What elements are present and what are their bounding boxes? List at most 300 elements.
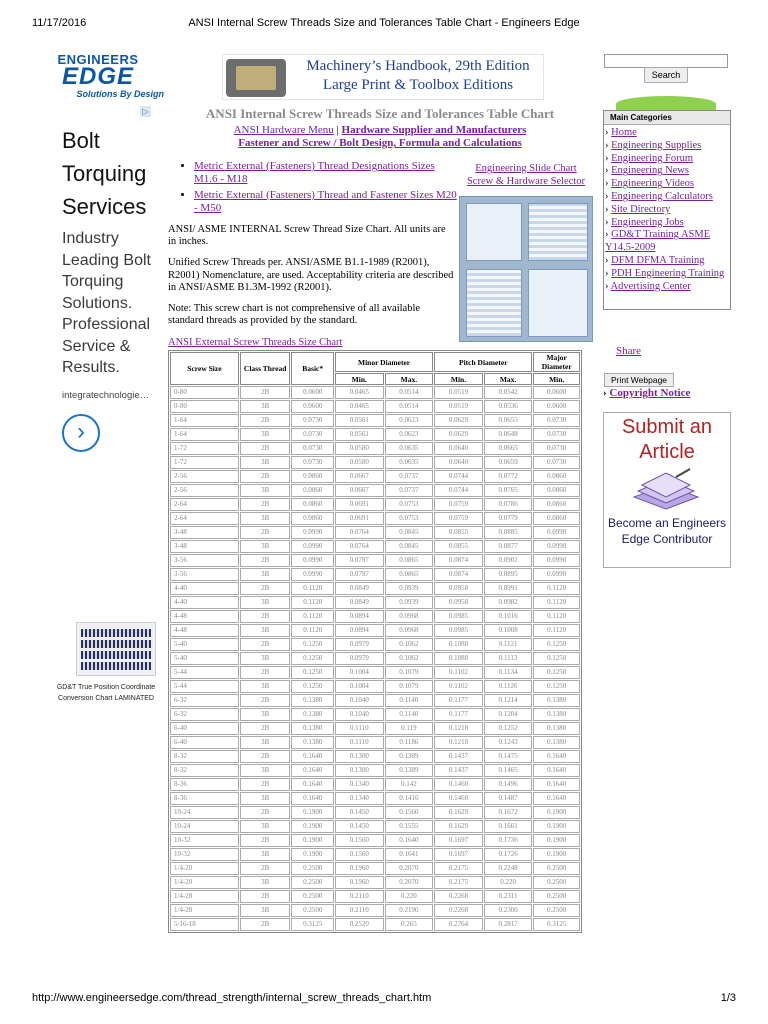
table-cell: 0.1380 [533, 694, 580, 707]
table-cell: 0.1640 [533, 778, 580, 791]
table-cell: 0.1300 [335, 750, 384, 763]
sidebar-item: › Site Directory [605, 203, 671, 215]
machinerys-handbook-banner[interactable] [222, 54, 544, 100]
table-cell: 0.0797 [335, 568, 384, 581]
category-link[interactable]: Engineering Videos [611, 178, 694, 190]
table-cell: 0.1460 [434, 792, 483, 805]
table-cell: 5/16-18 [170, 918, 239, 931]
table-cell: 0.0737 [385, 484, 434, 497]
table-cell: 0.2175 [434, 862, 483, 875]
print-footer [0, 988, 768, 1018]
table-cell: 2B [240, 498, 291, 511]
table-cell: 0.0849 [335, 582, 384, 595]
table-cell: 3B [240, 820, 291, 833]
description [168, 224, 456, 336]
table-cell: 0.0730 [533, 428, 580, 441]
nav-separator: | [333, 124, 342, 136]
metric-thread-designations-link[interactable]: Metric External (Fasteners) Thread Designations Sizes M1.6 - M18 [194, 160, 435, 185]
ad-domain[interactable]: integratechnologie… [62, 390, 150, 401]
table-cell: 0.1252 [484, 722, 533, 735]
table-cell: 3B [240, 792, 291, 805]
table-row [170, 470, 580, 483]
table-cell: 0.0519 [434, 386, 483, 399]
table-cell: 0.0635 [385, 456, 434, 469]
fastener-design-link[interactable]: Fastener and Screw / Bolt Design, Formula and Calculations [238, 137, 522, 149]
table-cell: 0.0759 [434, 498, 483, 511]
table-cell: 0.1113 [484, 652, 533, 665]
table-row [170, 582, 580, 595]
table-cell: 0.0797 [335, 554, 384, 567]
table-cell: 0.0764 [335, 540, 384, 553]
table-cell: 0.1062 [385, 638, 434, 651]
table-cell: 0.1640 [533, 750, 580, 763]
table-row [170, 848, 580, 861]
table-cell: 1-72 [170, 442, 239, 455]
table-cell: 3-48 [170, 540, 239, 553]
table-cell: 0.2500 [533, 862, 580, 875]
slide-chart-link[interactable]: Engineering Slide Chart [475, 163, 577, 174]
gdt-chart-row [81, 651, 151, 659]
table-cell: 0.1120 [533, 624, 580, 637]
table-cell: 2B [240, 722, 291, 735]
table-cell: 0.0860 [291, 498, 334, 511]
table-cell: 6-40 [170, 736, 239, 749]
table-cell: 1/4-20 [170, 862, 239, 875]
sidebar-item: › DFM DFMA Training [605, 254, 705, 266]
col-screw-size: Screw Size [170, 352, 239, 385]
col-minor-diameter: Minor Diameter [335, 352, 433, 372]
table-cell: 0.0600 [533, 400, 580, 413]
category-link[interactable]: Engineering News [611, 165, 689, 177]
logo-tagline: Solutions By Design [76, 89, 164, 99]
table-row [170, 834, 580, 847]
table-cell: 0.1960 [335, 876, 384, 889]
print-url: http://www.engineersedge.com/thread_strength/internal_screw_threads_chart.htm [32, 992, 432, 1004]
table-cell: 0.1110 [335, 736, 384, 749]
table-row [170, 890, 580, 903]
category-link[interactable]: Engineering Jobs [611, 216, 684, 228]
table-cell: 0.1389 [385, 764, 434, 777]
col-major-min: Min. [533, 373, 580, 385]
ad-headline[interactable]: Bolt Torquing Services [62, 128, 147, 219]
table-cell: 0.1450 [335, 806, 384, 819]
table-cell: 0.1726 [484, 848, 533, 861]
table-cell: 0.1460 [434, 778, 483, 791]
table-cell: 3B [240, 400, 291, 413]
table-cell: 0.142 [385, 778, 434, 791]
category-link[interactable]: Engineering Forum [611, 152, 694, 164]
table-cell: 3B [240, 848, 291, 861]
table-cell: 0.0536 [484, 400, 533, 413]
table-cell: 0.0990 [291, 568, 334, 581]
submit-article-subtitle: Become an Engineers Edge Contributor [607, 516, 727, 546]
table-cell: 3B [240, 876, 291, 889]
table-cell: 0.1140 [385, 708, 434, 721]
table-row [170, 680, 580, 693]
table-cell: 0.119 [385, 722, 434, 735]
table-cell: 0.1243 [484, 736, 533, 749]
table-cell: 0.1250 [291, 666, 334, 679]
table-cell: 0.0885 [484, 526, 533, 539]
table-row [170, 498, 580, 511]
table-cell: 0.2175 [434, 876, 483, 889]
table-row [170, 512, 580, 525]
col-major-diameter: Major Diameter [533, 352, 580, 372]
table-cell: 0.1640 [291, 778, 334, 791]
table-cell: 0.1204 [484, 708, 533, 721]
description-paragraph: Note: This screw chart is not comprehensive of all available standard threads as provided by the standard. [168, 303, 421, 327]
table-row [170, 806, 580, 819]
table-cell: 0.2300 [484, 904, 533, 917]
table-cell: 0.1437 [434, 750, 483, 763]
table-cell: 3B [240, 540, 291, 553]
books-icon [626, 467, 706, 513]
print-page-number: 1/3 [720, 992, 736, 1004]
table-row [170, 708, 580, 721]
external-threads-chart-link[interactable]: ANSI External Screw Threads Size Chart [168, 337, 343, 348]
table-cell: 0.1697 [434, 834, 483, 847]
table-cell: 0.0772 [484, 470, 533, 483]
table-cell: 0.0737 [385, 470, 434, 483]
table-cell: 5-44 [170, 680, 239, 693]
table-cell: 3B [240, 652, 291, 665]
table-cell: 0.1250 [291, 680, 334, 693]
table-cell: 1-64 [170, 414, 239, 427]
category-link[interactable]: Advertising Center [610, 280, 691, 292]
table-cell: 0.0860 [291, 512, 334, 525]
slide-chart-links [458, 163, 594, 188]
table-cell: 3B [240, 764, 291, 777]
table-cell: 0.1008 [484, 624, 533, 637]
table-cell: 2B [240, 554, 291, 567]
table-row [170, 652, 580, 665]
table-cell: 0.2500 [533, 876, 580, 889]
category-link[interactable]: Engineering Supplies [611, 139, 702, 151]
table-cell: 0.1102 [434, 680, 483, 693]
table-cell: 0.0730 [533, 414, 580, 427]
table-cell: 2B [240, 918, 291, 931]
banner-line-2: Large Print & Toolbox Editions [322, 77, 514, 93]
table-cell: 2-64 [170, 498, 239, 511]
table-cell: 0.1177 [434, 708, 483, 721]
engineers-edge-logo[interactable] [52, 53, 164, 99]
print-date: 11/17/2016 [32, 17, 87, 29]
table-cell: 0.0640 [434, 456, 483, 469]
table-cell: 0.265 [385, 918, 434, 931]
table-cell: 0.0764 [335, 526, 384, 539]
thread-size-table [168, 350, 582, 933]
table-cell: 2B [240, 610, 291, 623]
table-cell: 0.0561 [335, 428, 384, 441]
table-cell: 0.0786 [484, 498, 533, 511]
table-cell: 3B [240, 428, 291, 441]
screw-selector-link[interactable]: Screw & Hardware Selector [466, 175, 586, 187]
table-cell: 0.0640 [434, 442, 483, 455]
table-cell: 0.0865 [385, 554, 434, 567]
table-cell: 0.0744 [434, 484, 483, 497]
table-cell: 0.1186 [385, 736, 434, 749]
table-cell: 6-40 [170, 722, 239, 735]
table-row [170, 876, 580, 889]
table-cell: 0.220 [484, 876, 533, 889]
metric-thread-fastener-sizes-link[interactable]: Metric External (Fasteners) Thread and Fastener Sizes M20 - M50 [194, 189, 457, 214]
submit-article-title: Submit an Article [621, 416, 713, 463]
top-nav-line-1 [180, 124, 580, 136]
table-cell: 1/4-20 [170, 876, 239, 889]
table-cell: 0.0874 [434, 554, 483, 567]
page-title: ANSI Internal Screw Threads Size and Tolerances Table Chart [205, 106, 555, 121]
col-pitch-diameter: Pitch Diameter [434, 352, 532, 372]
table-cell: 0.0990 [291, 526, 334, 539]
table-cell: 2B [240, 890, 291, 903]
table-cell: 0.1560 [335, 834, 384, 847]
table-cell: 8-36 [170, 792, 239, 805]
col-class-thread: Class Thread [240, 352, 291, 385]
table-cell: 3B [240, 736, 291, 749]
table-cell: 0.0895 [484, 568, 533, 581]
table-row [170, 540, 580, 553]
table-cell: 0.1016 [484, 610, 533, 623]
table-cell: 0.0600 [291, 386, 334, 399]
table-cell: 2B [240, 386, 291, 399]
table-cell: 0.0648 [484, 428, 533, 441]
table-cell: 0.2268 [434, 890, 483, 903]
table-cell: 0.1120 [533, 582, 580, 595]
table-cell: 6-32 [170, 708, 239, 721]
gdt-chart-image[interactable] [76, 622, 156, 676]
table-cell: 0.1640 [533, 792, 580, 805]
table-cell: 2B [240, 526, 291, 539]
ad-arrow-icon[interactable]: › [62, 414, 100, 452]
table-cell: 0.1900 [291, 848, 334, 861]
table-cell: 2B [240, 442, 291, 455]
table-cell: 0.0991 [484, 582, 533, 595]
table-cell: 0.0691 [335, 512, 384, 525]
table-cell: 2B [240, 862, 291, 875]
table-cell: 0.1640 [291, 792, 334, 805]
table-cell: 0.0629 [434, 428, 483, 441]
print-title: ANSI Internal Screw Threads Size and Tolerances Table Chart - Engineers Edge [188, 17, 580, 29]
table-cell: 0.3125 [533, 918, 580, 931]
table-cell: 0.2070 [385, 862, 434, 875]
table-cell: 0.1900 [291, 820, 334, 833]
table-cell: 0.2817 [484, 918, 533, 931]
table-cell: 0.1040 [335, 694, 384, 707]
table-cell: 0.1120 [291, 610, 334, 623]
print-header [0, 0, 768, 30]
table-cell: 8-36 [170, 778, 239, 791]
table-row [170, 694, 580, 707]
table-cell: 0.0659 [484, 456, 533, 469]
table-cell: 0.1380 [291, 736, 334, 749]
table-cell: 2B [240, 750, 291, 763]
table-cell: 0.1900 [533, 834, 580, 847]
col-basic: Basic* [291, 352, 334, 385]
table-row [170, 568, 580, 581]
category-link[interactable]: Site Directory [611, 203, 671, 215]
table-cell: 0.1250 [533, 680, 580, 693]
table-cell: 0.1555 [385, 820, 434, 833]
table-row [170, 554, 580, 567]
table-cell: 10-24 [170, 820, 239, 833]
table-cell: 0.1560 [335, 848, 384, 861]
table-cell: 0.0860 [533, 470, 580, 483]
table-cell: 10-32 [170, 834, 239, 847]
category-link[interactable]: PDH Engineering Training [611, 267, 725, 279]
table-cell: 0.1340 [335, 778, 384, 791]
table-row [170, 624, 580, 637]
table-cell: 0.0845 [385, 540, 434, 553]
table-cell: 0.0990 [291, 540, 334, 553]
search-input[interactable] [604, 54, 728, 68]
table-cell: 0.1380 [533, 736, 580, 749]
sidebar-item: › PDH Engineering Training [605, 267, 725, 279]
table-cell: 0.2110 [335, 904, 384, 917]
slide-chart-panel [528, 269, 588, 337]
table-cell: 4-40 [170, 582, 239, 595]
table-cell: 0.1120 [533, 596, 580, 609]
table-cell: 0.0730 [291, 428, 334, 441]
table-cell: 3B [240, 708, 291, 721]
table-cell: 2B [240, 638, 291, 651]
main-categories-title: Main Categories [604, 111, 730, 125]
slide-chart-panel [528, 203, 588, 261]
table-cell: 0.0667 [335, 470, 384, 483]
table-row [170, 736, 580, 749]
table-row [170, 904, 580, 917]
table-cell: 0.1079 [385, 680, 434, 693]
table-row [170, 428, 580, 441]
table-row [170, 750, 580, 763]
print-webpage-button[interactable]: Print Webpage [604, 373, 674, 387]
table-row [170, 456, 580, 469]
table-cell: 0.2190 [385, 904, 434, 917]
table-cell: 0.0990 [533, 540, 580, 553]
table-cell: 2B [240, 666, 291, 679]
category-link[interactable]: Home [611, 127, 637, 138]
table-cell: 0.0845 [385, 526, 434, 539]
table-cell: 0.0860 [533, 484, 580, 497]
share-link[interactable]: Share [616, 345, 642, 357]
table-cell: 0.1062 [385, 652, 434, 665]
submit-article-ad[interactable] [603, 412, 731, 568]
hardware-supplier-link[interactable]: Hardware Supplier and Manufacturers [341, 124, 527, 136]
table-cell: 3-56 [170, 554, 239, 567]
table-cell: 0.1250 [291, 638, 334, 651]
table-cell: 0.1389 [385, 750, 434, 763]
table-cell: 8-32 [170, 750, 239, 763]
table-cell: 0.1416 [385, 792, 434, 805]
table-cell: 0.0979 [335, 638, 384, 651]
sidebar-item: › GD&T Training ASME Y14.5-2009 [605, 229, 711, 254]
table-row [170, 722, 580, 735]
table-cell: 0.3125 [291, 918, 334, 931]
table-cell: 2B [240, 582, 291, 595]
table-cell: 0.0894 [335, 624, 384, 637]
table-cell: 0.1672 [484, 806, 533, 819]
slide-chart-image[interactable] [459, 196, 593, 342]
table-cell: 0.1380 [533, 708, 580, 721]
slide-chart-panel [466, 269, 522, 337]
description-paragraph: ANSI/ ASME INTERNAL Screw Thread Size Chart. All units are in inches. [168, 224, 446, 248]
table-cell: 0.0759 [434, 512, 483, 525]
table-cell: 2B [240, 694, 291, 707]
table-cell: 0.2500 [291, 876, 334, 889]
table-cell: 0.1900 [291, 834, 334, 847]
table-cell: 0.0514 [385, 386, 434, 399]
table-cell: 0.1629 [434, 820, 483, 833]
table-cell: 0.1661 [484, 820, 533, 833]
table-cell: 0-80 [170, 400, 239, 413]
table-cell: 0.0514 [385, 400, 434, 413]
table-cell: 1-64 [170, 428, 239, 441]
copyright-link-wrap: › Copyright Notice [603, 387, 691, 399]
table-cell: 3B [240, 484, 291, 497]
table-cell: 0.0691 [335, 498, 384, 511]
category-link[interactable]: GD&T Training ASME Y14.5-2009 [605, 229, 711, 254]
ad-choices-icon[interactable]: ▷ [140, 106, 151, 117]
table-cell: 0.0600 [533, 386, 580, 399]
table-cell: 0.1487 [484, 792, 533, 805]
table-cell: 0.0561 [335, 414, 384, 427]
search-button[interactable]: Search [644, 67, 688, 83]
table-cell: 2B [240, 834, 291, 847]
table-cell: 0.1121 [484, 638, 533, 651]
table-cell: 0.0580 [335, 442, 384, 455]
banner-line-1: Machinery’s Handbook, 29th Edition [306, 58, 530, 74]
table-cell: 5-40 [170, 638, 239, 651]
table-cell: 0.0894 [335, 610, 384, 623]
table-cell: 2-64 [170, 512, 239, 525]
table-cell: 0.1736 [484, 834, 533, 847]
table-cell: 0.1120 [533, 610, 580, 623]
gdt-chart-row [81, 662, 151, 670]
copyright-link[interactable]: Copyright Notice [609, 387, 691, 399]
table-cell: 0.1640 [385, 834, 434, 847]
category-link[interactable]: Engineering Calculators [611, 190, 713, 202]
table-cell: 3B [240, 904, 291, 917]
gdt-chart-caption[interactable]: GD&T True Position Coordinate Conversion Chart LAMINATED [56, 684, 156, 702]
sidebar-item: › Home [605, 127, 637, 138]
table-cell: 0.0939 [385, 582, 434, 595]
table-cell: 0.1900 [533, 806, 580, 819]
main-categories-box [603, 110, 731, 310]
table-cell: 0.0580 [335, 456, 384, 469]
logo-main-text: EDGE [61, 63, 134, 90]
ansi-hardware-menu-link[interactable]: ANSI Hardware Menu [233, 124, 334, 136]
table-cell: 0.1629 [434, 806, 483, 819]
description-paragraph: Unified Screw Threads per. ANSI/ASME B1.1-1989 (R2001), R2001) Nomenclature, are used. Acceptability criteria are described in ANSI/ASME B1.3M-1992 (R2001). [168, 257, 454, 293]
table-cell: 1/4-28 [170, 904, 239, 917]
category-link[interactable]: DFM DFMA Training [611, 254, 705, 266]
table-cell: 0.0753 [385, 512, 434, 525]
table-cell: 0.0860 [291, 470, 334, 483]
table-cell: 0.0542 [484, 386, 533, 399]
table-cell: 0.2500 [291, 890, 334, 903]
table-cell: 0.0623 [385, 414, 434, 427]
table-cell: 0.0730 [291, 456, 334, 469]
table-cell: 0.1079 [385, 666, 434, 679]
table-row [170, 764, 580, 777]
table-row [170, 400, 580, 413]
table-cell: 0.0874 [434, 568, 483, 581]
table-cell: 0.1380 [291, 708, 334, 721]
table-cell: 0.0765 [484, 484, 533, 497]
table-cell: 0.1102 [434, 666, 483, 679]
table-cell: 0.0600 [291, 400, 334, 413]
table-cell: 0.1126 [484, 680, 533, 693]
table-cell: 0.1120 [291, 624, 334, 637]
